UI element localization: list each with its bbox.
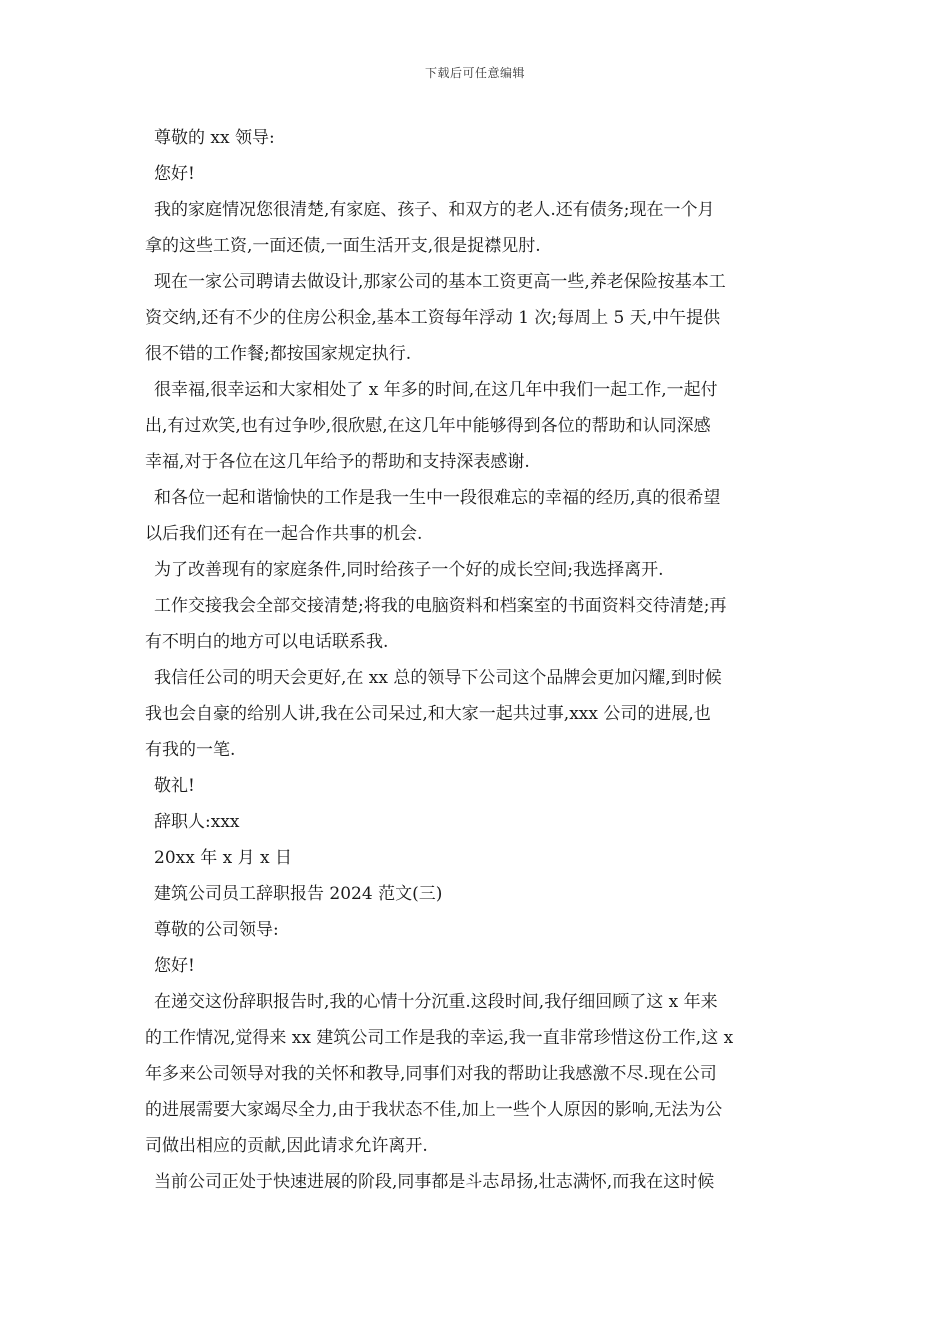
text-line: 20xx 年 x 月 x 日	[154, 848, 293, 868]
text-line: 建筑公司员工辞职报告 2024 范文(三)	[154, 884, 443, 904]
text-line: 您好!	[154, 956, 195, 976]
text-line: 幸福,对于各位在这几年给予的帮助和支持深表感谢.	[145, 452, 530, 472]
text-line: 的工作情况,觉得来 xx 建筑公司工作是我的幸运,我一直非常珍惜这份工作,这 x	[145, 1028, 734, 1048]
page-header-note: 下载后可任意编辑	[424, 66, 525, 80]
text-line: 我也会自豪的给别人讲,我在公司呆过,和大家一起共过事,xxx 公司的进展,也	[145, 704, 711, 724]
text-line: 拿的这些工资,一面还债,一面生活开支,很是捉襟见肘.	[145, 236, 541, 256]
text-line: 尊敬的 xx 领导:	[154, 128, 275, 148]
text-line: 司做出相应的贡献,因此请求允许离开.	[145, 1136, 428, 1156]
text-line: 的进展需要大家竭尽全力,由于我状态不佳,加上一些个人原因的影响,无法为公	[145, 1100, 723, 1120]
text-line: 和各位一起和谐愉快的工作是我一生中一段很难忘的幸福的经历,真的很希望	[154, 488, 721, 508]
text-line: 有不明白的地方可以电话联系我.	[145, 632, 389, 652]
text-line: 出,有过欢笑,也有过争吵,很欣慰,在这几年中能够得到各位的帮助和认同深感	[145, 416, 711, 436]
text-line: 我信任公司的明天会更好,在 xx 总的领导下公司这个品牌会更加闪耀,到时候	[154, 668, 722, 688]
text-line: 有我的一笔.	[145, 740, 236, 760]
text-line: 辞职人:xxx	[154, 812, 240, 832]
text-line: 现在一家公司聘请去做设计,那家公司的基本工资更高一些,养老保险按基本工	[154, 272, 726, 292]
text-line: 很不错的工作餐;都按国家规定执行.	[145, 344, 412, 364]
text-line: 尊敬的公司领导:	[154, 920, 279, 940]
document-body	[145, 120, 810, 1200]
text-line: 资交纳,还有不少的住房公积金,基本工资每年浮动 1 次;每周上 5 天,中午提供	[145, 308, 721, 328]
text-line: 我的家庭情况您很清楚,有家庭、孩子、和双方的老人.还有债务;现在一个月	[154, 200, 715, 220]
text-line: 在递交这份辞职报告时,我的心情十分沉重.这段时间,我仔细回顾了这 x 年来	[154, 992, 718, 1012]
text-line: 为了改善现有的家庭条件,同时给孩子一个好的成长空间;我选择离开.	[154, 560, 664, 580]
text-line: 当前公司正处于快速进展的阶段,同事都是斗志昂扬,壮志满怀,而我在这时候	[154, 1172, 715, 1192]
text-line: 工作交接我会全部交接清楚;将我的电脑资料和档案室的书面资料交待清楚;再	[154, 596, 727, 616]
text-line: 您好!	[154, 164, 195, 184]
text-line: 敬礼!	[154, 776, 195, 796]
text-line: 以后我们还有在一起合作共事的机会.	[145, 524, 423, 544]
text-line: 年多来公司领导对我的关怀和教导,同事们对我的帮助让我感激不尽.现在公司	[145, 1064, 717, 1084]
text-line: 很幸福,很幸运和大家相处了 x 年多的时间,在这几年中我们一起工作,一起付	[154, 380, 718, 400]
